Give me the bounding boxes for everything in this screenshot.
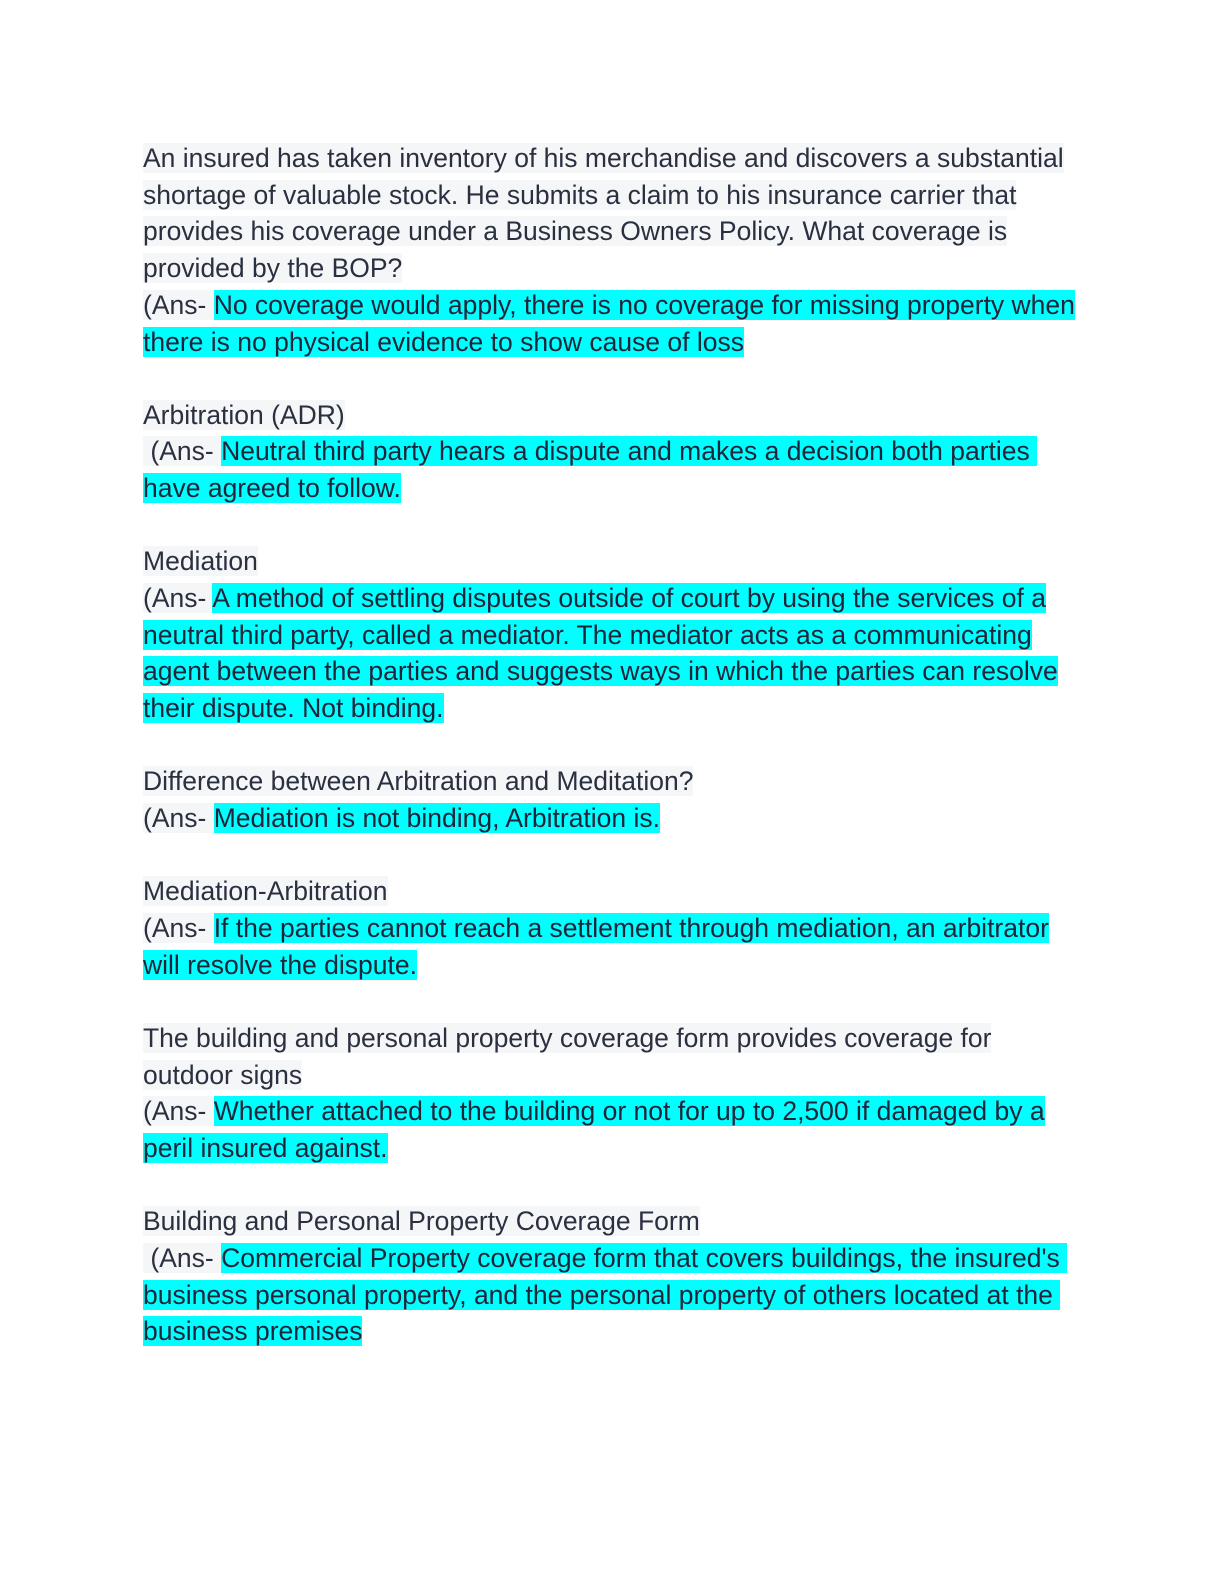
answer-prefix: (Ans-: [143, 803, 214, 834]
answer-line: [143, 580, 1083, 727]
qa-item: [143, 1020, 1083, 1167]
qa-item: [143, 543, 1083, 727]
qa-item: [143, 140, 1083, 360]
answer-highlight: If the parties cannot reach a settlement through mediation, an arbitrator will resolve the dispute.: [143, 912, 1049, 980]
question-text: [143, 397, 1083, 434]
question: Difference between Arbitration and Meditation?: [143, 766, 694, 797]
question-text: [143, 1203, 1083, 1240]
question: Building and Personal Property Coverage Form: [143, 1206, 700, 1237]
answer-line: [143, 1093, 1083, 1166]
question-text: [143, 873, 1083, 910]
question: Mediation: [143, 546, 258, 577]
answer-prefix: (Ans-: [143, 1096, 214, 1127]
qa-list: [143, 140, 1083, 1350]
answer-prefix: (Ans-: [143, 912, 214, 943]
answer-highlight: A method of settling disputes outside of court by using the services of a neutral third party, called a mediator. The mediator acts as a communicating agent between the parties and suggests ways in which the parties can resolve their dispute. Not binding.: [143, 583, 1058, 724]
answer-highlight: Commercial Property coverage form that covers buildings, the insured's business personal property, and the personal property of others located at the business premises: [143, 1242, 1068, 1347]
answer-highlight: Mediation is not binding, Arbitration is.: [213, 803, 661, 834]
answer-line: [143, 287, 1083, 360]
question: Arbitration (ADR): [143, 399, 345, 430]
answer-prefix: (Ans-: [143, 583, 213, 614]
answer-prefix: (Ans-: [143, 436, 222, 467]
question-text: [143, 140, 1083, 287]
answer-highlight: Neutral third party hears a dispute and makes a decision both parties have agreed to follow.: [143, 436, 1038, 504]
qa-item: [143, 1203, 1083, 1350]
question-text: [143, 763, 1083, 800]
question-text: [143, 543, 1083, 580]
answer-highlight: No coverage would apply, there is no coverage for missing property when there is no physical evidence to show cause of loss: [143, 289, 1075, 357]
answer-line: [143, 1240, 1083, 1350]
qa-item: [143, 763, 1083, 836]
question: An insured has taken inventory of his merchandise and discovers a substantial shortage of valuable stock. He submits a claim to his insurance carrier that provides his coverage under a Business Owners Policy. What coverage is provided by the BOP?: [143, 143, 1064, 284]
question: Mediation-Arbitration: [143, 876, 388, 907]
question-text: [143, 1020, 1083, 1093]
answer-prefix: (Ans-: [143, 1242, 222, 1273]
qa-item: [143, 873, 1083, 983]
answer-line: [143, 800, 1083, 837]
answer-line: [143, 433, 1083, 506]
answer-line: [143, 910, 1083, 983]
question: The building and personal property coverage form provides coverage for outdoor signs: [143, 1022, 992, 1090]
answer-prefix: (Ans-: [143, 289, 214, 320]
answer-highlight: Whether attached to the building or not for up to 2,500 if damaged by a peril insured against.: [143, 1096, 1045, 1163]
qa-item: [143, 397, 1083, 507]
